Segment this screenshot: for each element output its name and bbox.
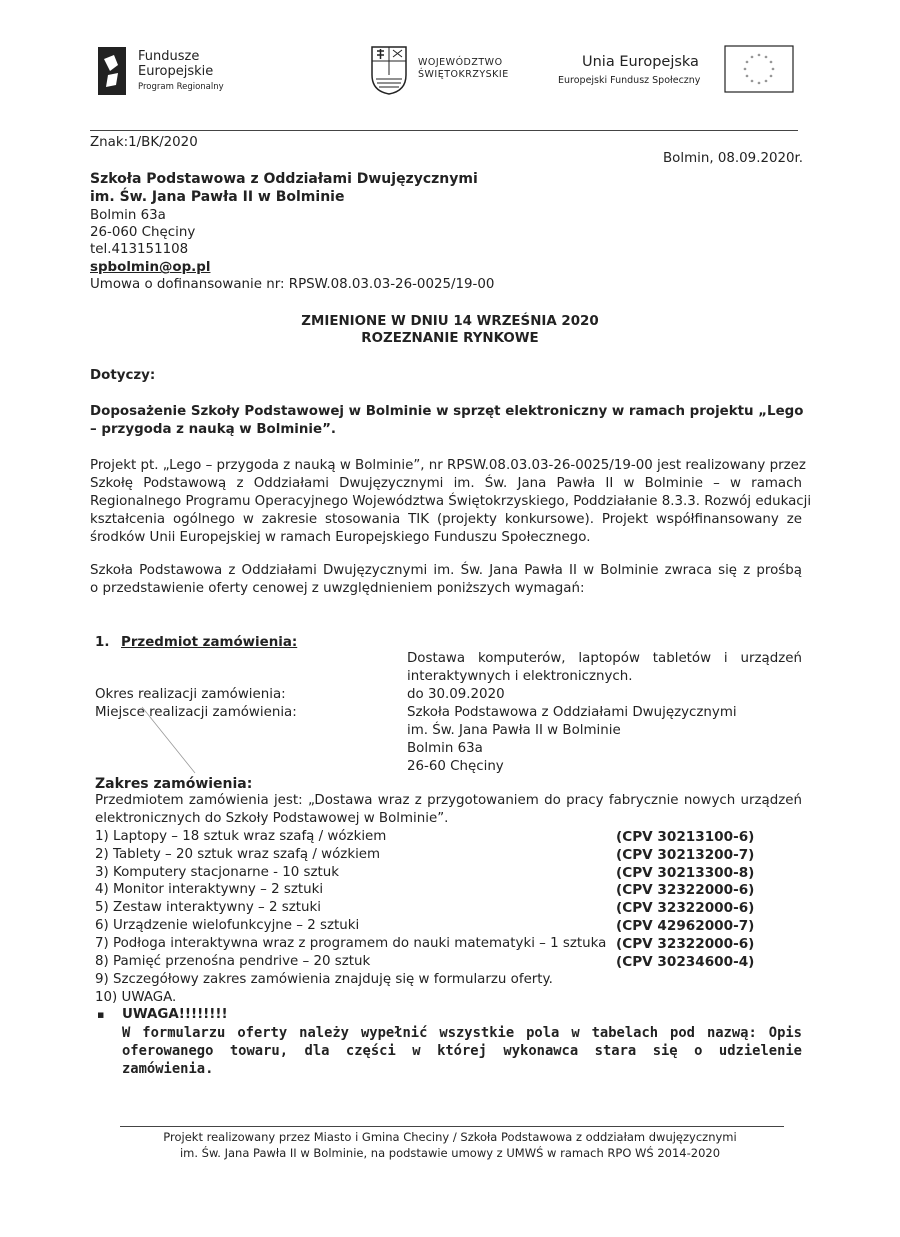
woj-logo — [370, 45, 520, 100]
scope-item: 9) Szczegółowy zakres zamówienia znajduję się w formularzu oferty. — [95, 972, 553, 987]
footer-divider — [120, 1126, 784, 1127]
woj-line1: WOJEWÓDZTWO — [418, 57, 503, 68]
bullet-icon: ▪ — [97, 1008, 105, 1021]
svg-text:*: * — [745, 74, 749, 81]
cpv-code: (CPV 30234600-4) — [616, 954, 755, 970]
location-line: Bolmin 63a — [407, 741, 483, 756]
scope-item: 5) Zestaw interaktywny – 2 sztuki — [95, 900, 321, 915]
section-title: Przedmiot zamówienia: — [121, 635, 298, 650]
subject-line1: Doposażenie Szkoły Podstawowej w Bolminie w sprzęt elektroniczny w ramach projektu „Lego — [90, 404, 804, 419]
order-description-line1: Dostawa komputerów, laptopów tabletów i urządzeń — [407, 651, 802, 666]
svg-text:*: * — [757, 81, 761, 88]
section-number: 1. — [95, 635, 110, 650]
scope-intro-line2: elektronicznych do Szkoły Podstawowej w Bolminie”. — [95, 811, 449, 826]
period-value: do 30.09.2020 — [407, 687, 505, 702]
scope-item: 7) Podłoga interaktywna wraz z programem do nauki matematyki – 1 sztuka — [95, 936, 607, 951]
header-divider — [90, 130, 798, 131]
svg-text:*: * — [750, 55, 754, 62]
cpv-code: (CPV 32322000-6) — [616, 882, 755, 898]
place-date: Bolmin, 08.09.2020r. — [663, 151, 804, 166]
scope-item: 3) Komputery stacjonarne - 10 sztuk — [95, 865, 340, 880]
ue-subtitle: Europejski Fundusz Społeczny — [558, 75, 701, 86]
location-label: Miejsce realizacji zamówienia: — [95, 705, 297, 720]
order-description-line2: interaktywnych i elektronicznych. — [407, 669, 633, 684]
period-label: Okres realizacji zamówienia: — [95, 687, 286, 702]
sender-address-line2: 26-060 Chęciny — [90, 225, 196, 240]
svg-text:*: * — [757, 53, 761, 60]
document-title-line2: ROZEZNANIE RYNKOWE — [361, 331, 539, 346]
paragraph-line: Projekt pt. „Lego – przygoda z nauką w Bolminie”, nr RPSW.08.03.03-26-0025/19-00 jest realizowany przez — [90, 458, 806, 473]
svg-text:*: * — [745, 60, 749, 67]
sender-phone: tel.413151108 — [90, 242, 189, 257]
cpv-code: (CPV 30213200-7) — [616, 847, 755, 863]
svg-text:*: * — [769, 74, 773, 81]
coat-of-arms-icon — [370, 45, 408, 95]
scan-mark — [140, 705, 200, 775]
scope-intro-line1: Przedmiotem zamówienia jest: „Dostawa wraz z przygotowaniem do pracy fabrycznie nowych urządzeń — [95, 793, 802, 808]
eu-flag-icon — [724, 45, 794, 93]
project-paragraph — [90, 457, 812, 547]
scope-item: 6) Urządzenie wielofunkcyjne – 2 sztuki — [95, 918, 360, 933]
fe-logo-line2: Europejskie — [138, 64, 214, 79]
paragraph-line: środków Unii Europejskiej w ramach Europejskiego Funduszu Społecznego. — [90, 530, 591, 545]
fe-logo-icon — [96, 45, 128, 97]
svg-text:*: * — [764, 79, 768, 86]
location-line: im. Św. Jana Pawła II w Bolminie — [407, 723, 621, 738]
svg-text:*: * — [769, 60, 773, 67]
location-line: 26-60 Chęciny — [407, 759, 504, 774]
cpv-code: (CPV 30213300-8) — [616, 865, 755, 881]
fe-logo-line3: Program Regionalny — [138, 82, 224, 92]
svg-text:*: * — [750, 79, 754, 86]
fe-logo-line1: Fundusze — [138, 49, 200, 64]
paragraph-line: Regionalnego Programu Operacyjnego Województwa Świętokrzyskiego, Poddziałanie 8.3.3. Rozwój edukacji — [90, 494, 812, 509]
ue-title: Unia Europejska — [582, 54, 699, 70]
scope-item: 1) Laptopy – 18 sztuk wraz szafą / wózkiem — [95, 829, 387, 844]
fe-logo — [96, 45, 236, 100]
location-line: Szkoła Podstawowa z Oddziałami Dwujęzycznymi — [407, 705, 737, 720]
paragraph-line: Szkołę Podstawową z Oddziałami Dwujęzycznymi im. Św. Jana Pawła II w Bolminie – w ramach — [90, 476, 802, 491]
warning-heading: UWAGA!!!!!!!! — [122, 1007, 228, 1022]
cpv-code: (CPV 32322000-6) — [616, 936, 755, 952]
warning-line: oferowanego towaru, dla części w której wykonawca stara się o udzielenie — [122, 1043, 802, 1059]
sender-name-line2: im. Św. Jana Pawła II w Bolminie — [90, 189, 345, 205]
svg-text:*: * — [743, 67, 747, 74]
subject-line2: – przygoda z nauką w Bolminie”. — [90, 422, 336, 437]
paragraph-line: Szkoła Podstawowa z Oddziałami Dwujęzycznymi im. Św. Jana Pawła II w Bolminie zwraca się z prośbą — [90, 563, 802, 578]
sender-email-link[interactable]: spbolmin@op.pl — [90, 260, 211, 275]
warning-line: W formularzu oferty należy wypełnić wszystkie pola w tabelach pod nazwą: Opis — [122, 1025, 802, 1041]
cpv-code: (CPV 42962000-7) — [616, 918, 755, 934]
scope-item: 2) Tablety – 20 sztuk wraz szafą / wózkiem — [95, 847, 381, 862]
footer-line2: im. Św. Jana Pawła II w Bolminie, na podstawie umowy z UMWŚ w ramach RPO WŚ 2014-2020 — [179, 1146, 721, 1160]
scope-item: 4) Monitor interaktywny – 2 sztuki — [95, 882, 324, 897]
cpv-code: (CPV 32322000-6) — [616, 900, 755, 916]
cpv-code: (CPV 30213100-6) — [616, 829, 755, 845]
scope-item: 8) Pamięć przenośna pendrive – 20 sztuk — [95, 954, 371, 969]
document-title-line1: ZMIENIONE W DNIU 14 WRZEŚNIA 2020 — [301, 314, 599, 329]
svg-text:*: * — [771, 67, 775, 74]
sender-address-line1: Bolmin 63a — [90, 208, 166, 223]
warning-line: zamówienia. — [122, 1061, 214, 1077]
reference-number: Znak:1/BK/2020 — [90, 135, 198, 150]
warning-text — [122, 1024, 802, 1078]
footer-line1: Projekt realizowany przez Miasto i Gmina Checiny / Szkoła Podstawowa z oddziałam dwujęzycznymi — [163, 1130, 737, 1144]
agreement-number: Umowa o dofinansowanie nr: RPSW.08.03.03-26-0025/19-00 — [90, 277, 495, 292]
scope-item: 10) UWAGA. — [95, 990, 177, 1005]
svg-text:*: * — [764, 55, 768, 62]
sender-name-line1: Szkoła Podstawowa z Oddziałami Dwujęzycznymi — [90, 171, 478, 187]
woj-line2: ŚWIĘTOKRZYSKIE — [418, 69, 509, 80]
paragraph-line: o przedstawienie oferty cenowej z uwzględnieniem poniższych wymagań: — [90, 581, 585, 596]
scope-title: Zakres zamówienia: — [95, 776, 253, 792]
request-paragraph — [90, 562, 802, 598]
paragraph-line: kształcenia ogólnego w zakresie stosowania TIK (projekty konkursowe). Projekt współfinansowany ze — [90, 512, 802, 527]
subject-label: Dotyczy: — [90, 368, 156, 383]
